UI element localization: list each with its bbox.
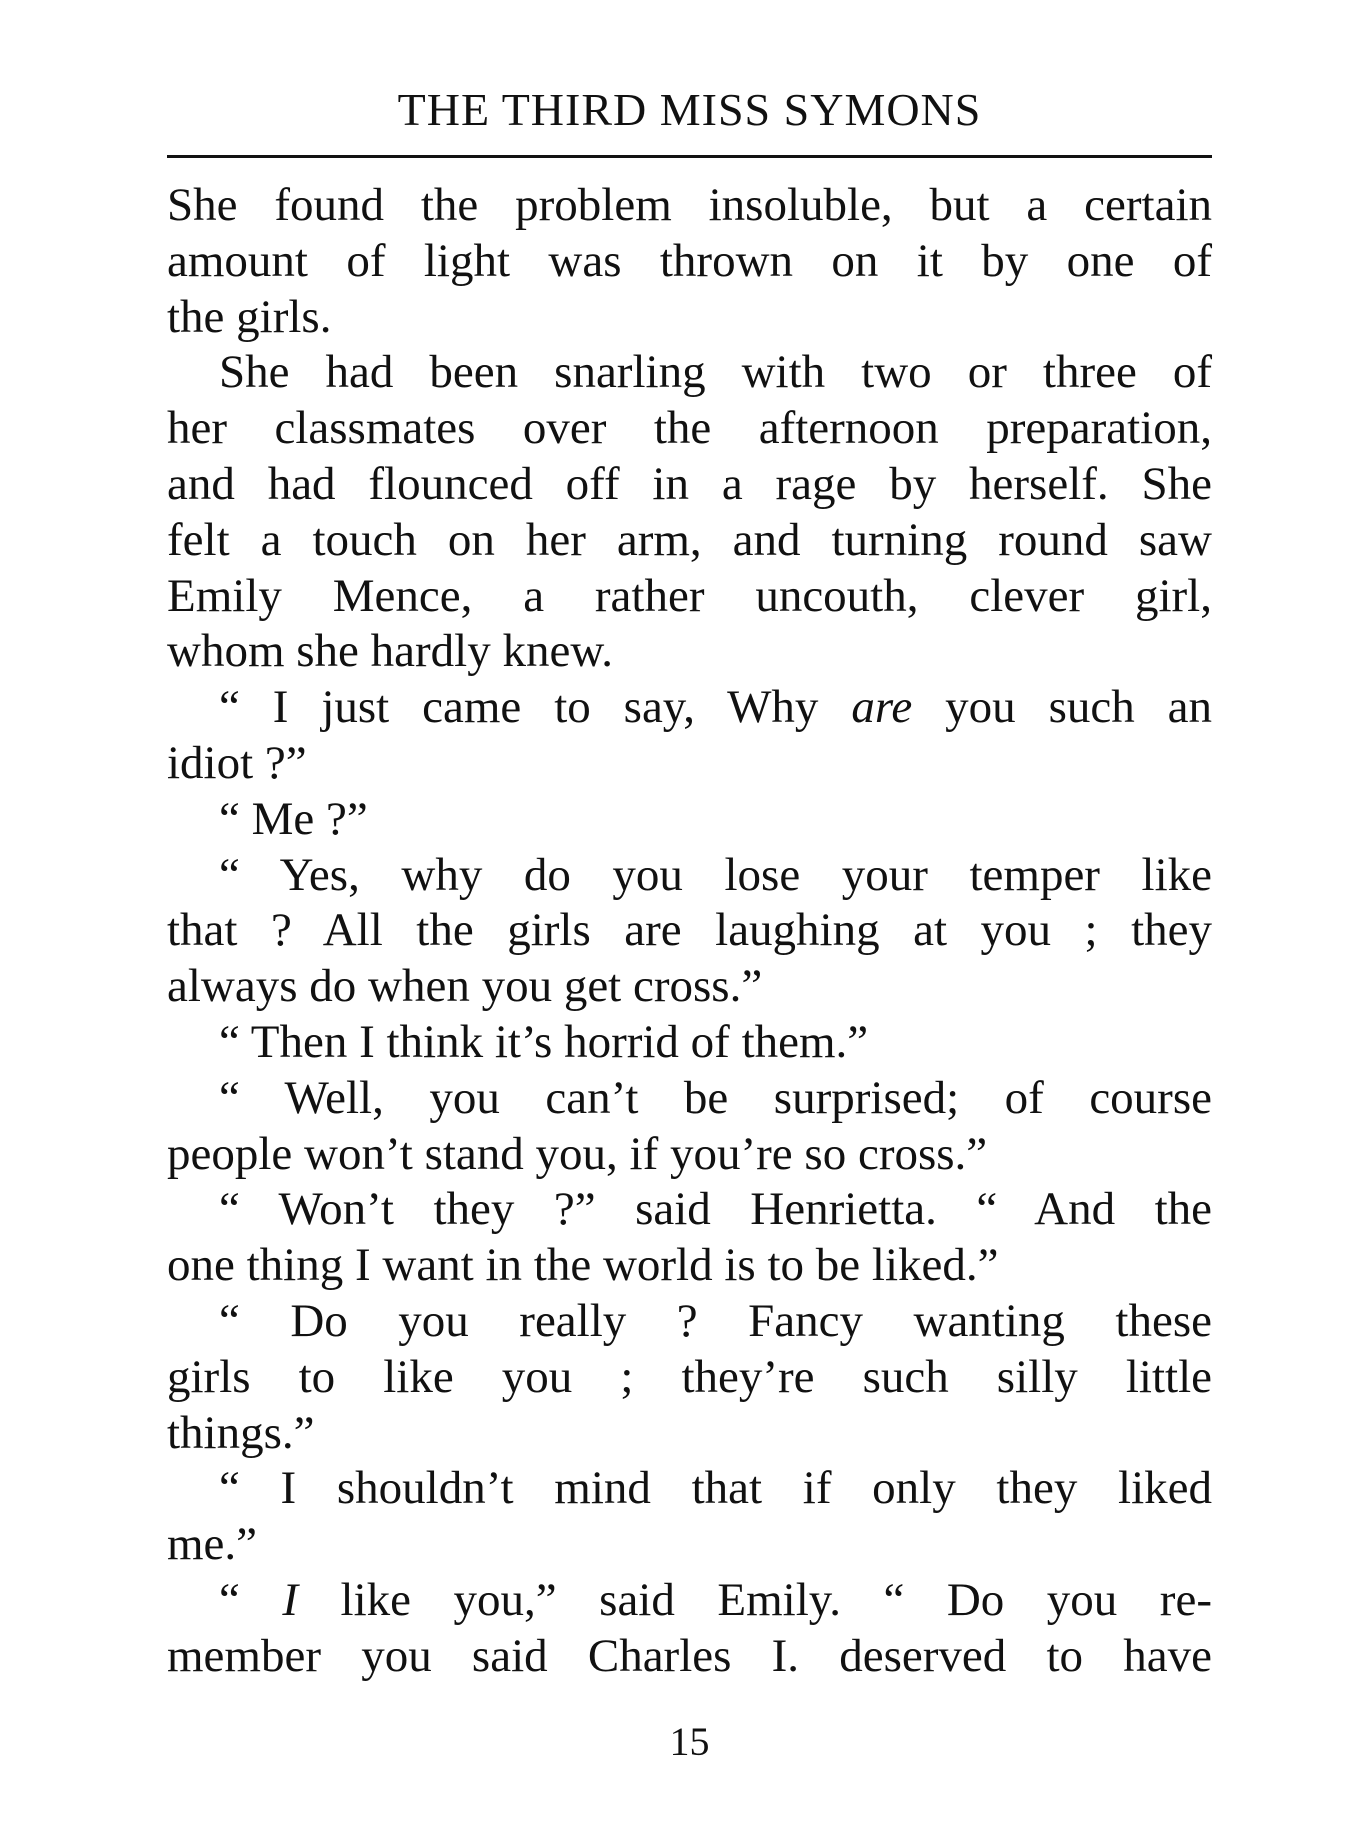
text-line: her classmates over the afternoon preparation,: [167, 402, 1212, 455]
text-line: member you said Charles I. deserved to have: [167, 1629, 1212, 1682]
text-line: that ? All the girls are laughing at you ; they: [167, 904, 1212, 957]
text-line: the girls.: [167, 290, 332, 343]
text-line: Emily Mence, a rather uncouth, clever girl,: [167, 569, 1212, 622]
text-segment: “ I just came to say, Why: [219, 681, 852, 734]
text-line: girls to like you ; they’re such silly little: [167, 1350, 1212, 1403]
text-segment: you such an: [912, 681, 1213, 734]
text-line: and had flounced off in a rage by herself. She: [167, 457, 1212, 510]
text-line: felt a touch on her arm, and turning round saw: [167, 513, 1212, 566]
text-line: “ Won’t they ?” said Henrietta. “ And the: [219, 1183, 1212, 1236]
text-line: “ Do you really ? Fancy wanting these: [219, 1294, 1212, 1347]
body-text: [167, 178, 1212, 1685]
text-line: people won’t stand you, if you’re so cross.”: [167, 1127, 988, 1180]
text-line: “ Yes, why do you lose your temper like: [219, 848, 1212, 901]
text-line: “ Then I think it’s horrid of them.”: [219, 1015, 869, 1068]
text-line: [167, 680, 1212, 736]
text-line: “ I shouldn’t mind that if only they liked: [219, 1462, 1212, 1515]
page-number: 15: [669, 1719, 710, 1764]
italic-emphasis: are: [851, 681, 913, 734]
text-line: She had been snarling with two or three of: [219, 346, 1212, 399]
italic-emphasis: I: [282, 1573, 299, 1626]
text-line: idiot ?”: [167, 736, 307, 789]
text-segment: like you,” said Emily. “ Do you re-: [298, 1573, 1212, 1626]
text-line: one thing I want in the world is to be liked.”: [167, 1239, 999, 1292]
text-segment: “: [219, 1573, 283, 1626]
text-line: me.”: [167, 1518, 258, 1571]
text-line: whom she hardly knew.: [167, 625, 613, 678]
text-line: always do when you get cross.”: [167, 960, 763, 1013]
text-line: “ Well, you can’t be surprised; of course: [219, 1071, 1212, 1124]
text-line: [167, 1573, 1212, 1629]
header-rule: [167, 155, 1212, 158]
running-head: THE THIRD MISS SYMONS: [397, 84, 982, 135]
text-line: She found the problem insoluble, but a certain: [167, 179, 1212, 231]
text-line: “ Me ?”: [219, 792, 368, 845]
text-line: amount of light was thrown on it by one of: [167, 234, 1212, 287]
text-line: things.”: [167, 1406, 315, 1459]
